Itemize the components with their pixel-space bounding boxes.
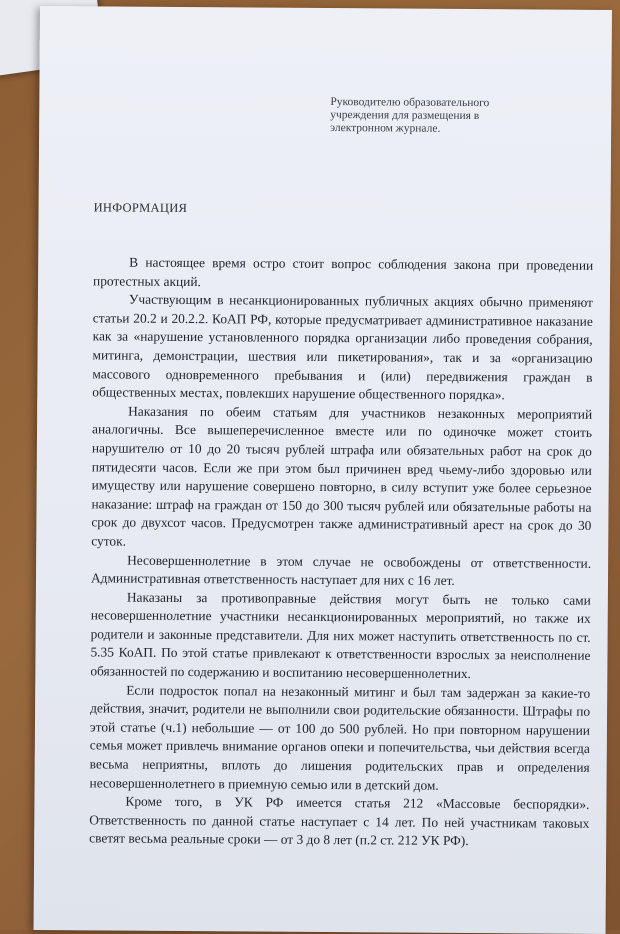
document-title: ИНФОРМАЦИЯ (93, 200, 188, 216)
paragraph-1: В настоящее время остро стоит вопрос соблюдения закона при проведении протестных акций. (93, 254, 594, 289)
paragraph-6: Если подросток попал на незаконный митинг и был там задержан за какие-то действия, значит, родители не выполнили свои родительские обязанности. Штрафы по этой статье (ч.1) небольшие — от 100 до 500 рублей. Но при повторном нарушении семья может привлечь внимание органов опеки и попечительства, чьи действия всегда весьма неприятны, вплоть до лишения родительских прав и определения несовершеннолетнего в приемную семью или в детский дом. (89, 682, 591, 793)
paragraph-7: Кроме того, в УК РФ имеется статья 212 «Массовые беспорядки». Ответственность по данной статье наступает с 14 лет. По ней участникам таковых светят весьма реальные сроки — от 3 до 8 лет (п.2 ст. 212 УК РФ). (89, 793, 590, 849)
paragraph-4: Несовершеннолетние в этом случае не освобождены от ответственности. Административная ответственность наступает для них с 16 лет. (90, 552, 592, 589)
recipient-block: Руководителю образовательного учреждения для размещения в электронном журнале. (330, 96, 490, 135)
document-content (89, 94, 594, 851)
paragraph-5: Наказаны за противоправные действия могут быть не только сами несовершеннолетние участники несанкционированных мероприятий, но также их родители и законные представители. Для них может наступить ответственность по ст. 5.35 КоАП. По этой статье привлекают к ответственности взрослых за неисполнение обязанностей по содержанию и воспитанию несовершеннолетних. (90, 589, 591, 682)
paragraph-2: Участвующим в несанкционированных публичных акциях обычно применяют статьи 20.2 и 20.2.2. КоАП РФ, которые предусматривает административное наказание как за «нарушение установленного порядка организации либо проведения собрания, митинга, демонстрации, шествия или пикетирования», так и за «организацию массового одновременного пребывания и (или) передвижения граждан в общественных местах, повлекших нарушение общественного порядка». (92, 291, 593, 403)
paragraph-3: Наказания по обеим статьям для участников незаконных мероприятий аналогичны. Все вышеперечисленное вместе или по одиночке может стоить нарушителю от 10 до 20 тысяч рублей штрафа или обязательных работ на срок до пятидесяти часов. Если же при этом был причинен вред чьему-либо здоровью или имуществу или нарушение совершено повторно, в силу вступит уже более серьезное наказание: штраф на граждан от 150 до 300 тысяч рублей или обязательные работы на срок до двухсот часов. Предусмотрен также административный арест на срок до 30 суток. (91, 403, 593, 549)
document-sheet (34, 6, 612, 934)
document-body (89, 253, 593, 851)
